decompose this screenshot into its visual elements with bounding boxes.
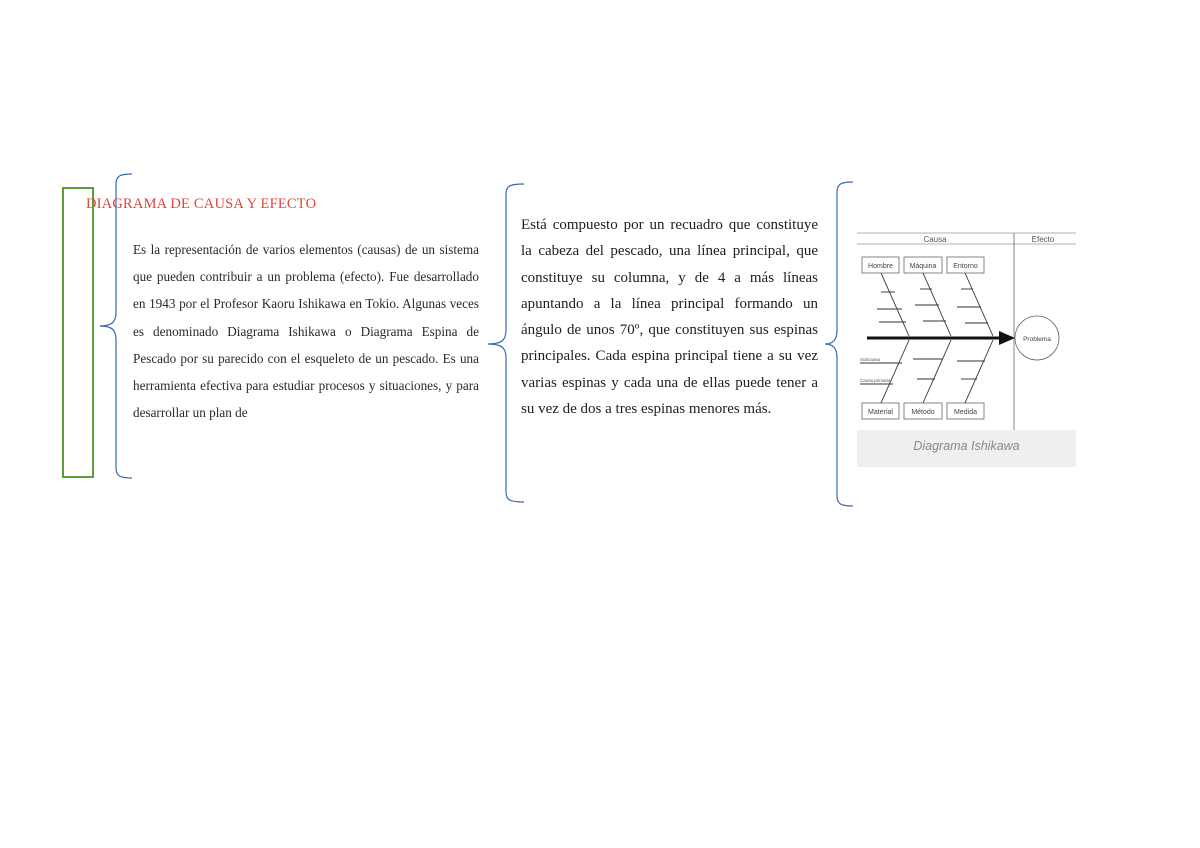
sub-label-2: Causa primaria bbox=[860, 378, 891, 383]
category-top-2: Máquina bbox=[909, 263, 937, 270]
right-brace bbox=[821, 180, 857, 510]
figure-caption: Diagrama Ishikawa bbox=[913, 439, 1020, 453]
sub-label-1: Subcausa bbox=[860, 357, 881, 362]
category-top-1: Hombre bbox=[868, 263, 893, 270]
category-bottom-1: Material bbox=[868, 409, 893, 416]
fishbone-diagram bbox=[857, 229, 1076, 430]
structure-paragraph: Está compuesto por un recuadro que constituye la cabeza del pescado, una línea principal, que constituye su columna, y de 4 a más líneas apuntando a la línea principal formando un ángulo de unos 70º, que constituyen sus espinas principales. Cada espina principal tiene a su vez varias espinas y cada una de ellas puede tener a su vez de dos a tres espinas menores más. bbox=[521, 217, 818, 418]
effect-header: Efecto bbox=[1031, 235, 1055, 244]
cause-header: Causa bbox=[923, 235, 947, 244]
definition-paragraph: Es la representación de varios elementos (causas) de un sistema que pueden contribuir a un problema (efecto). Fue desarrollado en 1943 por el Profesor Kaoru Ishikawa en Tokio. Algunas veces es denominado Diagrama Ishikawa o Diagrama Espina de Pescado por su parecido con el esqueleto de un pescado. Es una herramienta efectiva para estudiar procesos y situaciones, y para desarrollar un plan de bbox=[133, 242, 479, 421]
category-bottom-2: Método bbox=[911, 409, 935, 416]
green-frame bbox=[62, 187, 94, 478]
effect-label: Problema bbox=[1023, 336, 1051, 343]
category-bottom-3: Medida bbox=[954, 409, 977, 416]
left-brace bbox=[96, 172, 136, 482]
ishikawa-figure bbox=[857, 229, 1076, 467]
category-top-3: Entorno bbox=[953, 263, 978, 270]
document-title: DIAGRAMA DE CAUSA Y EFECTO bbox=[86, 196, 317, 212]
